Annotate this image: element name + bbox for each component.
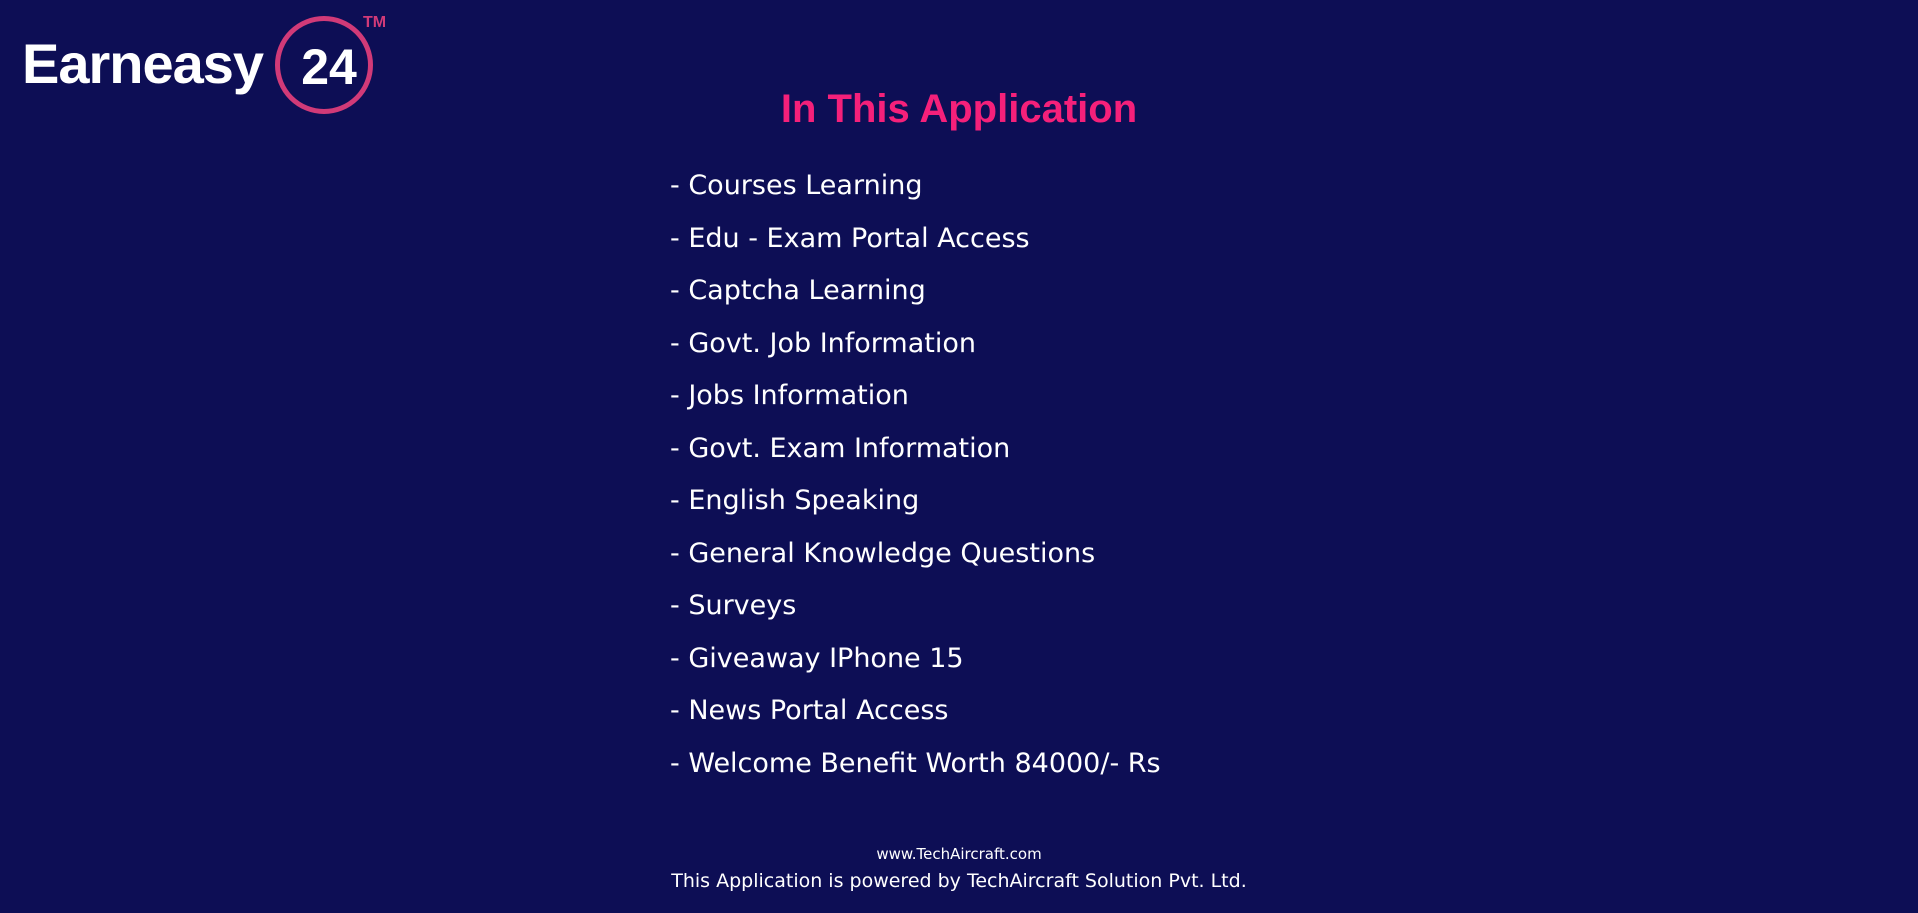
feature-item: - Surveys xyxy=(670,590,797,621)
feature-item: - News Portal Access xyxy=(670,695,949,726)
feature-list xyxy=(670,164,1161,794)
feature-item: - Govt. Exam Information xyxy=(670,432,1011,464)
feature-item: - Edu - Exam Portal Access xyxy=(670,222,1030,254)
feature-item: - Govt. Job Information xyxy=(670,327,976,359)
footer-powered-by: This Application is powered by TechAircraft Solution Pvt. Ltd. xyxy=(671,870,1247,892)
logo-wordmark: Earneasy xyxy=(22,32,264,95)
feature-item: - Giveaway IPhone 15 xyxy=(670,642,964,674)
feature-item: - Welcome Benefit Worth 84000/- Rs xyxy=(670,747,1161,779)
feature-item: - English Speaking xyxy=(670,485,920,516)
feature-item: - General Knowledge Questions xyxy=(670,537,1096,569)
footer-website-link[interactable]: www.TechAircraft.com xyxy=(876,845,1042,863)
feature-item: - Courses Learning xyxy=(670,170,923,201)
feature-item: - Captcha Learning xyxy=(670,275,926,306)
feature-item: - Jobs Information xyxy=(670,380,909,411)
logo-trademark: TM xyxy=(363,14,387,31)
logo-number: 24 xyxy=(301,39,357,95)
page-title: In This Application xyxy=(780,87,1138,131)
